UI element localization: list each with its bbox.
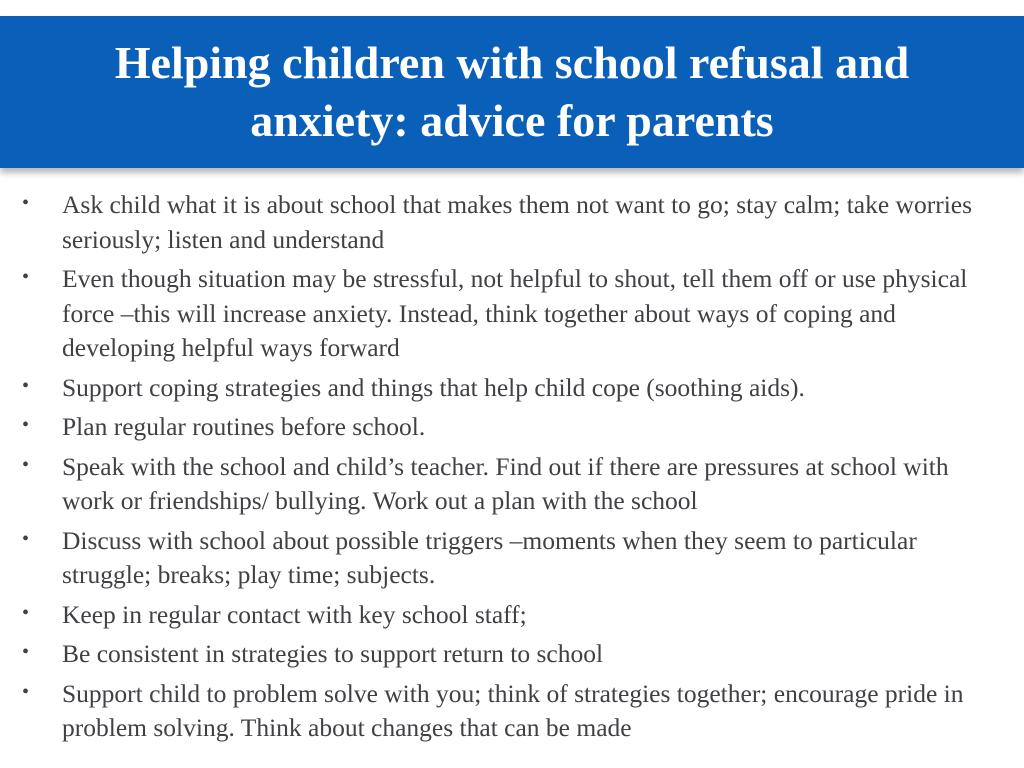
bullet-text: Plan regular routines before school. (62, 412, 426, 441)
bullet-item (22, 410, 1002, 445)
bullet-text: Be consistent in strategies to support return to school (62, 639, 604, 668)
bullet-item (22, 188, 1002, 257)
bullet-item (22, 524, 1002, 593)
bullet-dot-icon: • (22, 374, 30, 397)
bullet-text: Support coping strategies and things that help child cope (soothing aids). (62, 372, 805, 402)
bullet-item (22, 262, 1002, 366)
bullet-item (22, 637, 1002, 672)
slide-title: Helping children with school refusal and anxiety: advice for parents (114, 37, 910, 146)
bullet-item (22, 598, 1002, 633)
bullet-text: Even though situation may be stressful, not helpful to shout, tell them off or use physical force –this will increase anxiety. Instead, think together about ways of coping and developing helpful ways forward (62, 264, 968, 362)
bullet-text: Ask child what it is about school that makes them not want to go; stay calm; take worries seriously; listen and understand (62, 190, 973, 254)
bullet-item (22, 371, 1002, 406)
bullet-list (22, 188, 1002, 751)
bullet-dot-icon: • (22, 192, 30, 214)
bullet-text: Discuss with school about possible triggers –moments when they seem to particular struggle; breaks; play time; subjects. (62, 525, 917, 589)
bullet-dot-icon: • (22, 453, 30, 476)
bullet-text: Keep in regular contact with key school staff; (62, 599, 527, 629)
bullet-dot-icon: • (22, 266, 30, 288)
title-banner (0, 16, 1024, 168)
bullet-text: Support child to problem solve with you; think of strategies together; encourage pride in problem solving. Think about changes that can be made (62, 678, 964, 742)
bullet-item (22, 677, 1002, 746)
bullet-text: Speak with the school and child’s teacher. Find out if there are pressures at school with work or friendships/ bullying. Work out a plan with the school (62, 451, 949, 515)
bullet-dot-icon: • (22, 601, 30, 624)
bullet-dot-icon: • (22, 527, 30, 550)
bullet-dot-icon: • (22, 641, 30, 663)
bullet-dot-icon: • (22, 680, 30, 703)
bullet-dot-icon: • (22, 414, 30, 436)
bullet-item (22, 450, 1002, 519)
